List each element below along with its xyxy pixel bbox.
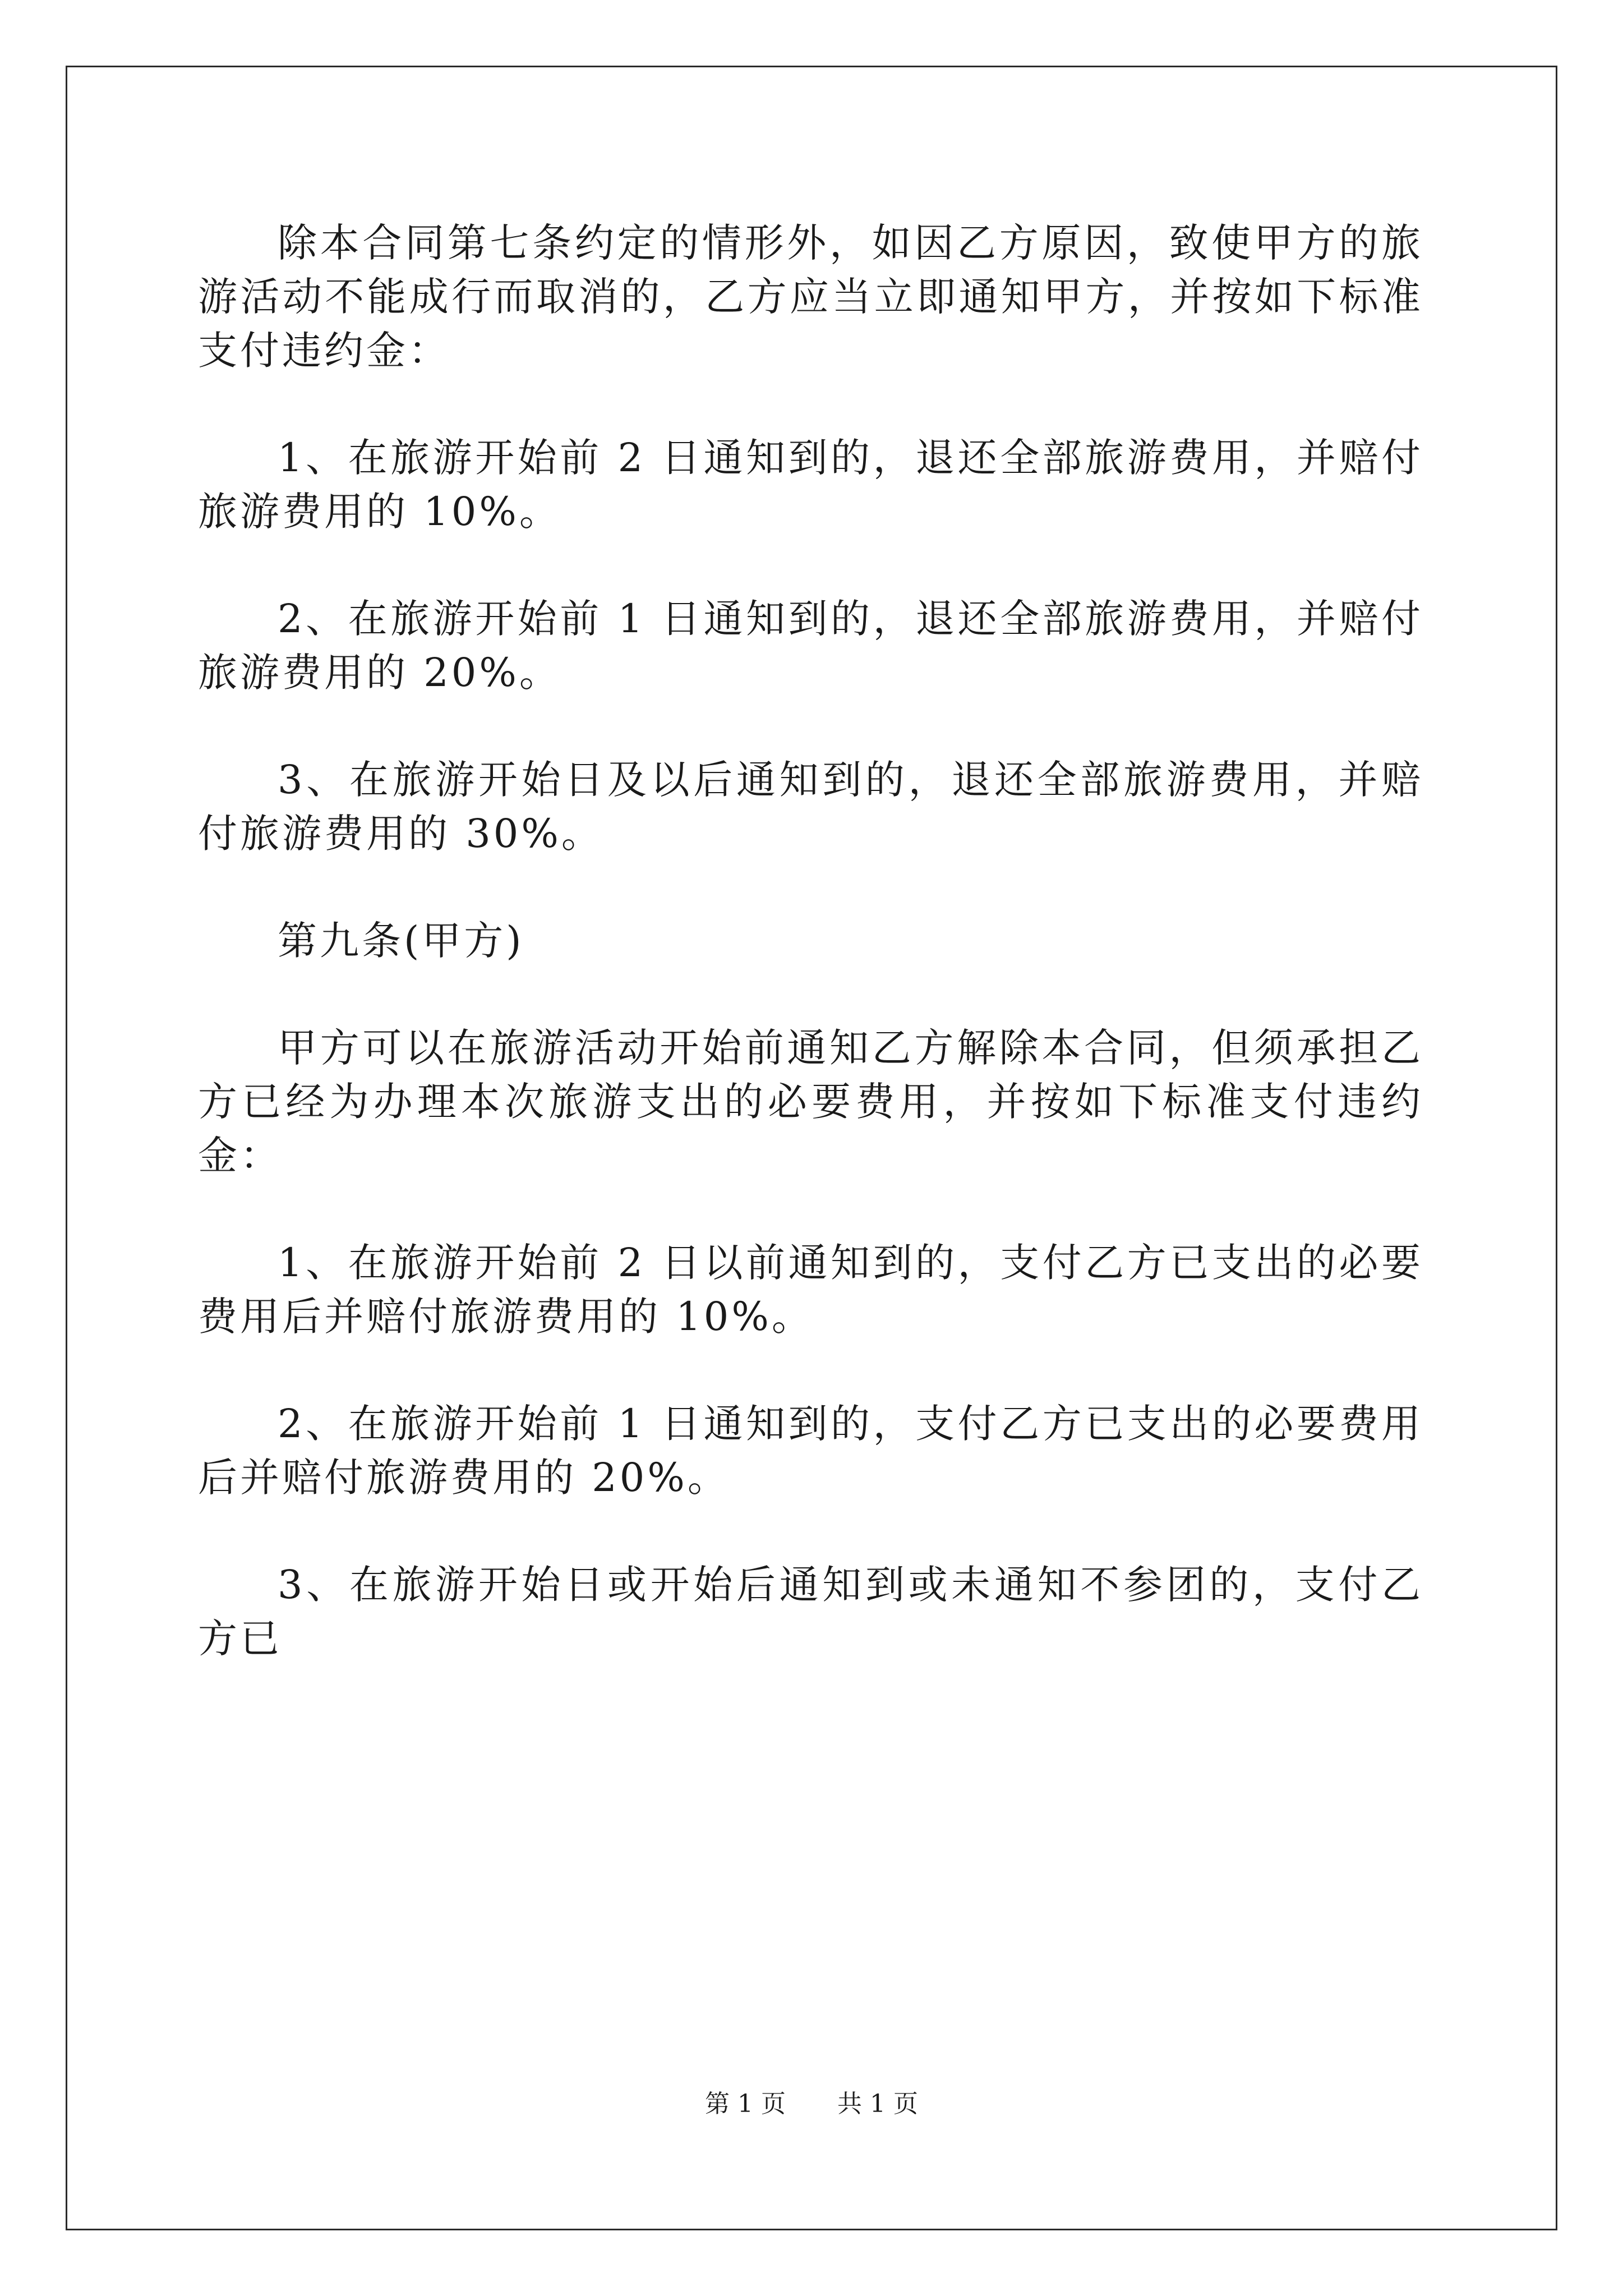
paragraph-item-1: 1、在旅游开始前 2 日通知到的，退还全部旅游费用，并赔付旅游费用的 10%。 [198,435,1423,535]
paragraph-party-a-item-3: 3、在旅游开始日或开始后通知到或未通知不参团的，支付乙方已 [198,1562,1423,1662]
paragraph-item-3: 3、在旅游开始日及以后通知到的，退还全部旅游费用，并赔付旅游费用的 30%。 [198,757,1423,857]
paragraph-party-a-termination: 甲方可以在旅游活动开始前通知乙方解除本合同，但须承担乙方已经为办理本次旅游支出的必要费用，并按如下标准支付违约金： [198,1025,1423,1179]
page-number: 第 1 页 [705,2090,786,2118]
page-total: 共 1 页 [837,2090,918,2118]
page-footer [0,2088,1623,2120]
paragraph-breach-intro: 除本合同第七条约定的情形外，如因乙方原因，致使甲方的旅游活动不能成行而取消的，乙方应当立即通知甲方，并按如下标准支付违约金： [198,220,1423,374]
paragraph-party-a-item-2: 2、在旅游开始前 1 日通知到的，支付乙方已支出的必要费用后并赔付旅游费用的 20%。 [198,1401,1423,1501]
document-body [198,216,1423,1719]
section-heading-article-9: 第九条(甲方) [278,918,524,964]
paragraph-item-2: 2、在旅游开始前 1 日通知到的，退还全部旅游费用，并赔付旅游费用的 20%。 [198,596,1423,696]
paragraph-party-a-item-1: 1、在旅游开始前 2 日以前通知到的，支付乙方已支出的必要费用后并赔付旅游费用的 10%。 [198,1240,1423,1340]
